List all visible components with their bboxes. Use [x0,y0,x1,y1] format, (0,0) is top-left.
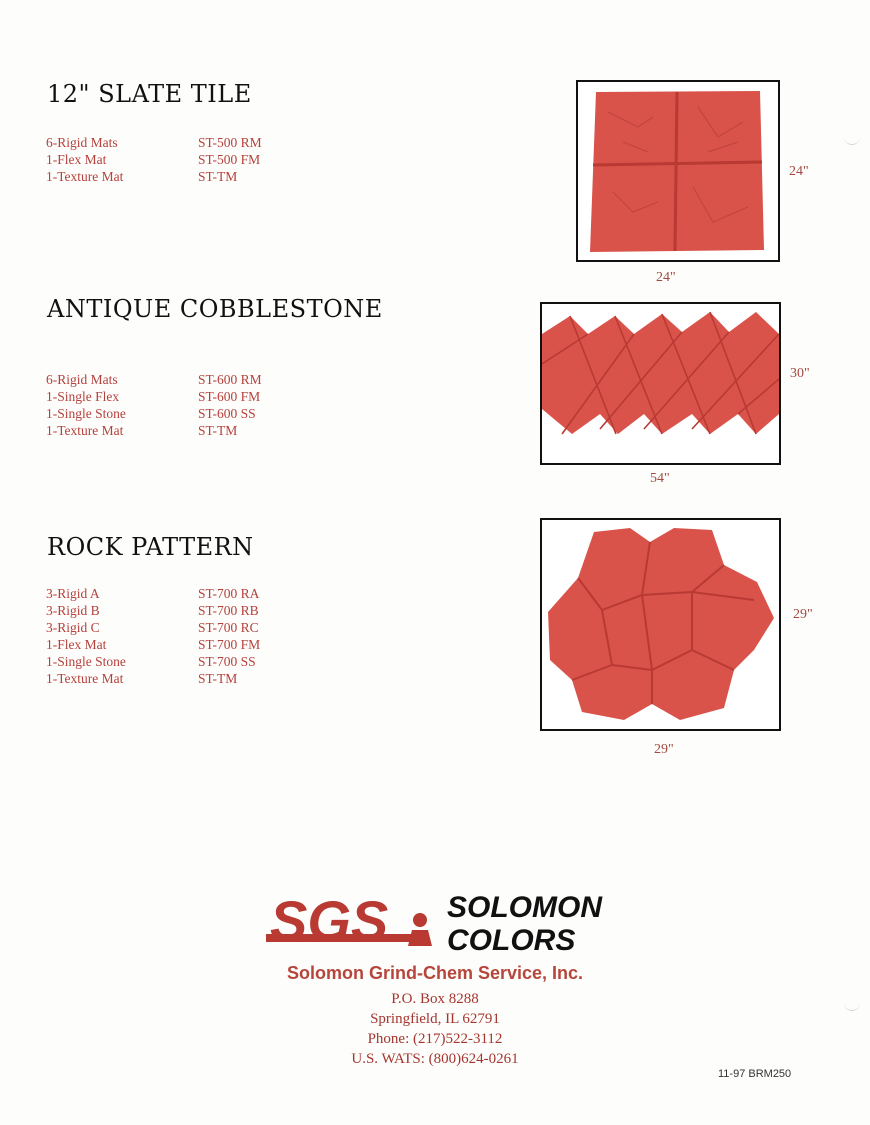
part-code: ST-600 RM [198,372,262,387]
brand-line-2: COLORS [447,924,576,957]
document-id: 11-97 BRM250 [718,1068,792,1080]
list-item [46,151,262,168]
part-code: ST-700 RA [198,586,260,601]
address-line-city: Springfield, IL 62791 [370,1011,500,1027]
list-item [46,653,260,670]
part-code: ST-500 FM [198,152,261,167]
part-code: ST-TM [198,169,238,184]
slate-tile-width-label: 24" [656,270,676,285]
address-line-po-box: P.O. Box 8288 [391,991,479,1007]
part-name: 1-Single Flex [46,389,120,404]
list-item [46,670,260,687]
part-name: 1-Flex Mat [46,637,107,652]
part-name: 6-Rigid Mats [46,135,118,150]
part-code: ST-600 SS [198,406,256,421]
cobblestone-height-label: 30" [790,366,810,381]
part-name: 1-Texture Mat [46,671,124,686]
part-name: 3-Rigid A [46,586,100,601]
part-code: ST-TM [198,671,238,686]
logo-text: SGS [270,890,389,952]
rock-pattern-height-label: 29" [793,607,813,622]
slate-tile-mat-image [578,82,778,260]
list-item [46,585,260,602]
part-code: ST-700 FM [198,637,261,652]
binder-hole-mark [844,134,860,145]
list-item [46,134,262,151]
parts-list-slate-tile [46,134,262,185]
part-name: 6-Rigid Mats [46,372,118,387]
rock-pattern-width-label: 29" [654,742,674,757]
brand-line-1: SOLOMON [447,891,602,924]
list-item [46,619,260,636]
part-code: ST-700 RB [198,603,259,618]
part-code: ST-600 FM [198,389,261,404]
list-item [46,422,262,439]
list-item [46,602,260,619]
part-code: ST-TM [198,423,238,438]
address-line-phone: Phone: (217)522-3112 [367,1031,503,1047]
sgs-logo [262,890,438,959]
part-name: 1-Single Stone [46,406,126,421]
part-name: 1-Texture Mat [46,169,124,184]
part-name: 3-Rigid C [46,620,100,635]
slate-tile-height-label: 24" [789,164,809,179]
list-item [46,405,262,422]
company-name: Solomon Grind-Chem Service, Inc. [286,963,584,983]
part-code: ST-700 RC [198,620,259,635]
parts-list-antique-cobblestone [46,371,262,439]
rock-pattern-photo [540,518,781,731]
sgs-logo-graphic [262,890,438,954]
section-title-antique-cobblestone: ANTIQUE COBBLESTONE [47,295,383,323]
antique-cobblestone-mat-image [542,304,779,463]
part-name: 3-Rigid B [46,603,100,618]
list-item [46,168,262,185]
cobblestone-width-label: 54" [650,471,670,486]
antique-cobblestone-photo [540,302,781,465]
parts-list-rock-pattern [46,585,260,687]
rock-pattern-mat-image [542,520,779,729]
list-item [46,371,262,388]
part-code: ST-700 SS [198,654,256,669]
section-title-rock-pattern: ROCK PATTERN [47,533,254,561]
list-item [46,636,260,653]
address-line-wats: U.S. WATS: (800)624-0261 [351,1051,519,1067]
part-code: ST-500 RM [198,135,262,150]
slate-tile-photo [576,80,780,262]
list-item [46,388,262,405]
part-name: 1-Texture Mat [46,423,124,438]
section-title-slate-tile: 12" SLATE TILE [47,80,252,108]
binder-hole-mark [844,1000,860,1011]
part-name: 1-Single Stone [46,654,126,669]
part-name: 1-Flex Mat [46,152,107,167]
